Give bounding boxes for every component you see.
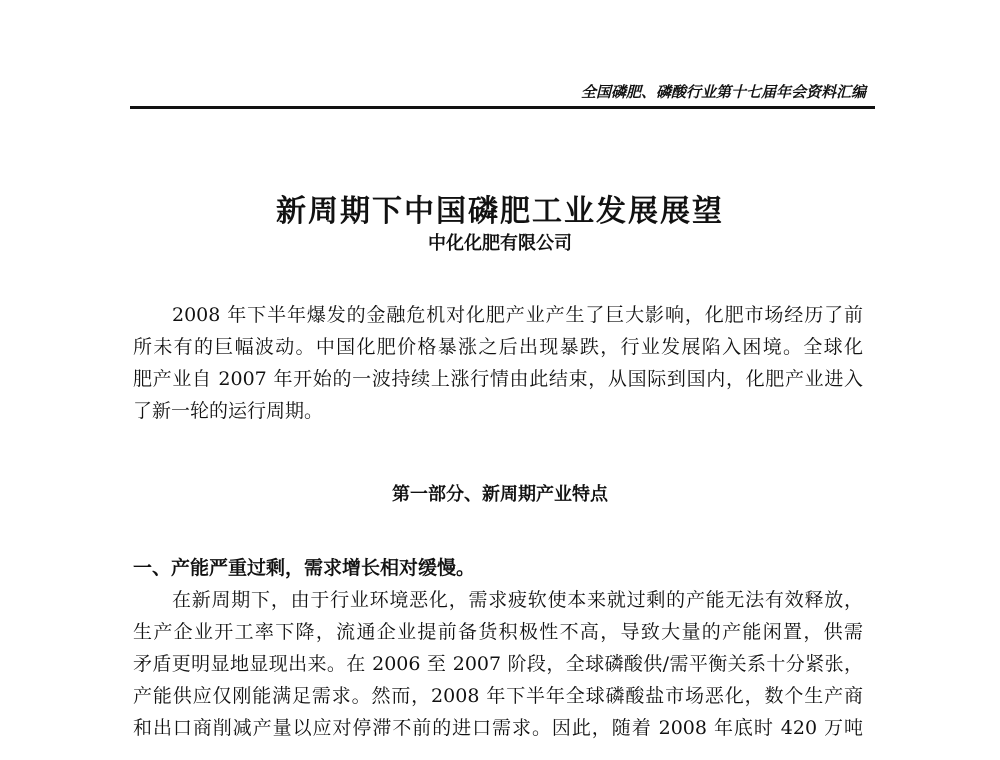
body-line: 矛盾更明显地显现出来。在 2006 至 2007 阶段，全球磷酸供/需平衡关系十分紧张， — [133, 653, 863, 675]
running-header: 全国磷肥、磷酸行业第十七届年会资料汇编 — [580, 83, 866, 101]
intro-line: 2008 年下半年爆发的金融危机对化肥产业产生了巨大影响，化肥市场经历了前 — [172, 304, 863, 326]
header-rule — [130, 106, 875, 109]
author: 中化化肥有限公司 — [428, 233, 572, 254]
intro-line: 所未有的巨幅波动。中国化肥价格暴涨之后出现暴跌，行业发展陷入困境。全球化 — [133, 336, 863, 358]
intro-line: 肥产业自 2007 年开始的一波持续上涨行情由此结束，从国际到国内，化肥产业进入 — [133, 368, 863, 390]
body-line: 和出口商削减产量以应对停滞不前的进口需求。因此，随着 2008 年底时 420 万吨 — [133, 717, 863, 739]
body-line: 在新周期下，由于行业环境恶化，需求疲软使本来就过剩的产能无法有效释放， — [172, 589, 863, 611]
page-title: 新周期下中国磷肥工业发展展望 — [276, 194, 724, 229]
subheading: 一、产能严重过剩，需求增长相对缓慢。 — [133, 557, 476, 579]
intro-line: 了新一轮的运行周期。 — [133, 400, 324, 422]
body-line: 产能供应仅刚能满足需求。然而，2008 年下半年全球磷酸盐市场恶化，数个生产商 — [133, 685, 863, 707]
body-line: 生产企业开工率下降，流通企业提前备货积极性不高，导致大量的产能闲置，供需 — [133, 621, 863, 643]
section-heading: 第一部分、新周期产业特点 — [392, 484, 608, 505]
